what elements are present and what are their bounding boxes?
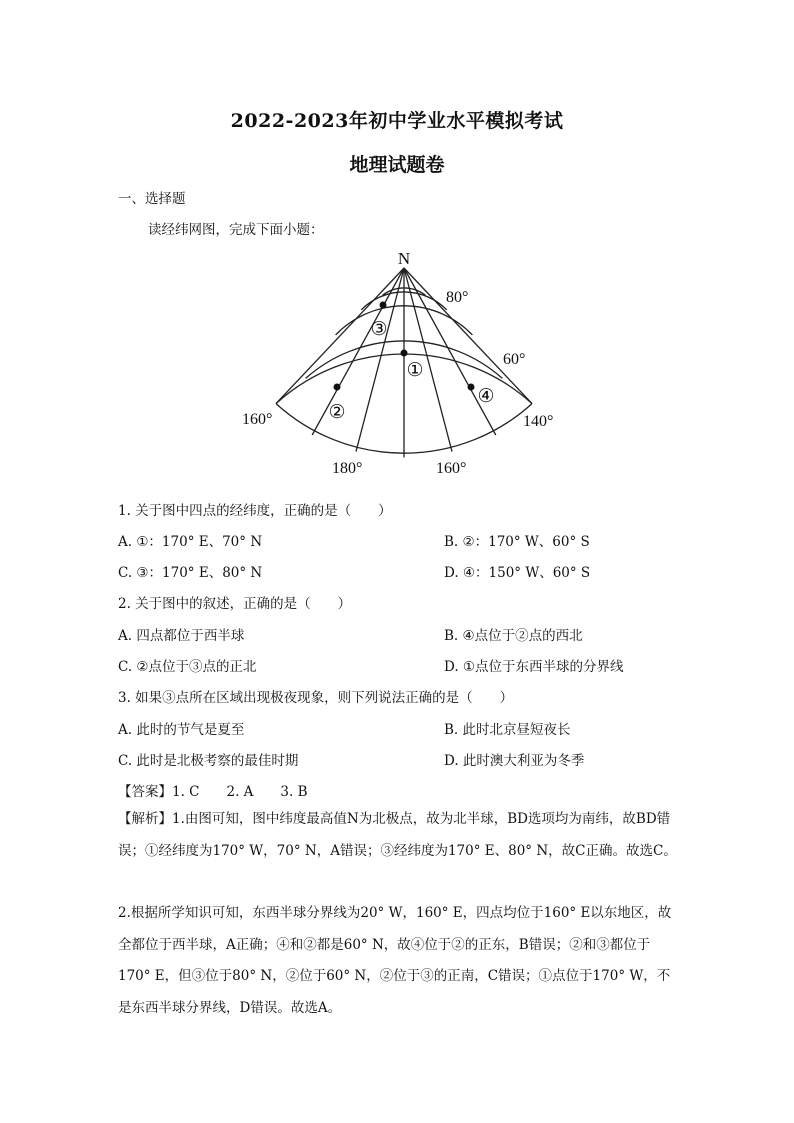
question-1-stem: 1. 关于图中四点的经纬度，正确的是（ ） <box>118 503 392 519</box>
lon-label-160-bottom: 160° <box>436 460 467 477</box>
point-label-4: ④ <box>477 386 495 407</box>
lat-label-80: 80° <box>446 289 469 306</box>
analysis-paragraph-2: 2.根据所学知识可知，东西半球分界线为20° W，160° E，四点均位于160° E以东地区，故全都位于西半球，A正确；④和②都是60° N，故④位于②的正东，B错误；②和③都位于170° E，但③位于80° N，②位于60° N，②位于③的正南，C错误；①点位于170° W，不是东西半球分界线，D错误。故选A。 <box>118 905 672 1016</box>
question-1-option-d: D. ④：150° W、60° S <box>444 565 591 581</box>
question-1-option-b: B. ②：170° W、60° S <box>444 534 590 550</box>
question-2-stem: 2. 关于图中的叙述，正确的是（ ） <box>118 596 352 612</box>
section-heading: 一、选择题 <box>118 191 186 207</box>
question-3-option-c: C. 此时是北极考察的最佳时期 <box>118 753 299 769</box>
analysis-paragraph-1: 【解析】1.由图可知，图中纬度最高值N为北极点，故为北半球，BD选项均为南纬，故BD错误；①经纬度为170° W，70° N，A错误；③经纬度为170° E、80° N，故C正确。故选C。 <box>118 811 677 859</box>
point-marker-4 <box>468 384 475 391</box>
point-marker-2 <box>334 384 341 391</box>
graticule-figure <box>230 245 560 480</box>
question-2-option-a: A. 四点都位于西半球 <box>118 628 245 644</box>
question-3-option-d: D. 此时澳大利亚为冬季 <box>444 753 585 769</box>
point-label-3: ③ <box>370 319 388 340</box>
point-label-1: ① <box>406 360 424 381</box>
question-2-option-c: C. ②点位于③点的正北 <box>118 659 257 675</box>
question-1-option-a: A. ①：170° E、70° N <box>118 534 263 550</box>
question-2-option-d: D. ①点位于东西半球的分界线 <box>444 659 624 675</box>
question-3-option-a: A. 此时的节气是夏至 <box>118 722 245 738</box>
question-intro: 读经纬网图，完成下面小题： <box>148 222 324 238</box>
point-marker-3 <box>380 302 387 309</box>
lon-label-180: 180° <box>332 460 363 477</box>
question-3-option-b: B. 此时北京昼短夜长 <box>444 722 571 738</box>
question-3-stem: 3. 如果③点所在区域出现极夜现象，则下列说法正确的是（ ） <box>118 690 514 706</box>
lon-label-left: 160° <box>242 411 273 428</box>
point-marker-1 <box>401 350 408 357</box>
question-2-option-b: B. ④点位于②点的西北 <box>444 628 583 644</box>
exam-title: 2022-2023年初中学业水平模拟考试 <box>230 110 564 132</box>
question-1-option-c: C. ③：170° E、80° N <box>118 565 263 581</box>
lon-label-right: 140° <box>523 413 554 430</box>
exam-subtitle: 地理试题卷 <box>349 154 445 176</box>
point-label-2: ② <box>328 402 346 423</box>
pole-label: N <box>397 249 411 268</box>
answer-key: 【答案】1. C 2. A 3. B <box>118 784 308 800</box>
lat-label-60: 60° <box>503 351 526 368</box>
